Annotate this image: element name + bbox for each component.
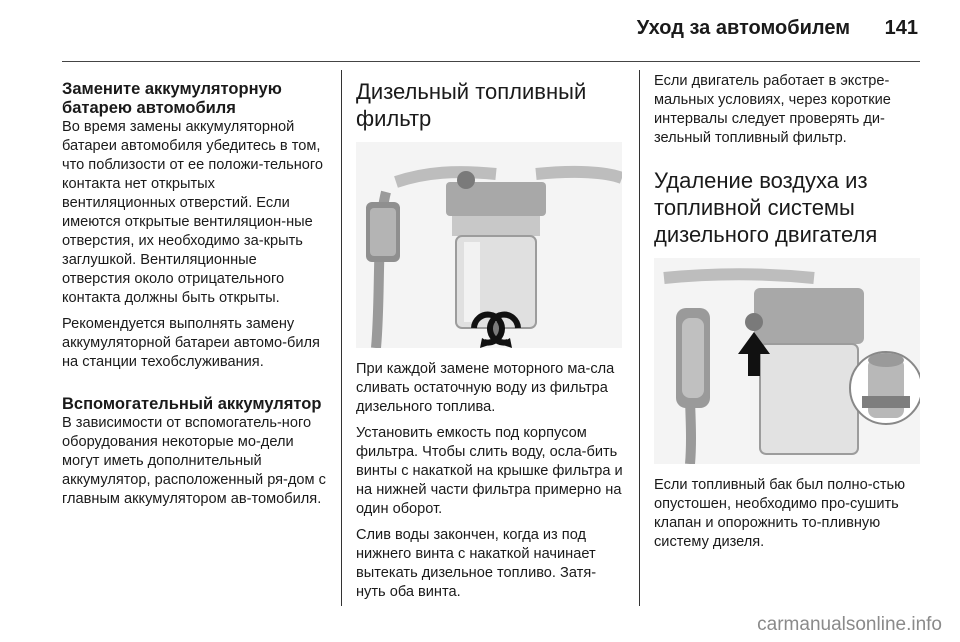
aux-battery-heading: Вспомогательный аккумулятор: [62, 395, 322, 413]
bleed-fuel-system-text: Если топливный бак был полно-стью опустошен, необходимо про-сушить клапан и опорожнить то-пливную систему дизеля.: [654, 477, 906, 550]
diesel-filter-heading: Дизельный топливный фильтр: [356, 79, 587, 131]
bleed-valve-illustration: [654, 258, 920, 464]
diesel-filter-illustration: [356, 142, 622, 348]
page-header: [0, 0, 960, 60]
filter-drain-steps: Установить емкость под корпусом фильтра. Чтобы слить воду, осла-бить винты с накаткой на крышке фильтра и на нижней части фильтра примерно на один оборот.: [356, 425, 623, 517]
column-3: [654, 72, 924, 559]
battery-replacement-text: Во время замены аккумуляторной батареи автомобиля убедитесь в том, что поблизости от ее положи-тельного контакта нет открытых вентиляционных отверстий. Если имеются открытые вентиляцион-ные отверстия, их необходимо за-крыть заглушкой. Вентиляционные отверстия около отрицательного контакта должны быть открыты.: [62, 119, 324, 306]
column-1: [62, 72, 328, 516]
filter-drain-finish: Слив воды закончен, когда из под нижнего винта с накаткой начинает вытекать дизельное топливо. Затя-нуть оба винта.: [356, 527, 597, 600]
extreme-conditions-text: Если двигатель работает в экстре-мальных условиях, через короткие интервалы следует проверять ди-зельный топливный фильтр.: [654, 73, 891, 146]
bleed-valve-figure: [654, 258, 920, 464]
diesel-filter-figure: [356, 142, 622, 348]
column-divider-1: [341, 70, 342, 606]
header-title: Уход за автомобилем: [636, 17, 850, 39]
page-number: 141: [884, 17, 918, 39]
column-2: [356, 72, 624, 609]
header-rule: [62, 61, 920, 62]
battery-replacement-heading: Замените аккумуляторную батарею автомобиля: [62, 80, 282, 117]
filter-drain-intro: При каждой замене моторного ма-сла сливать остаточную воду из фильтра дизельного топлива.: [356, 361, 615, 415]
column-divider-2: [639, 70, 640, 606]
battery-service-text: Рекомендуется выполнять замену аккумуляторной батареи автомо-биля на станции техобслуживания.: [62, 316, 320, 370]
aux-battery-text: В зависимости от вспомогатель-ного оборудования некоторые мо-дели могут иметь дополнительный аккумулятор, расположенный ря-дом с главным аккумулятором ав-томобиля.: [62, 415, 326, 507]
watermark: carmanualsonline.info: [757, 614, 942, 635]
bleed-fuel-system-heading: Удаление воздуха из топливной системы дизельного двигателя: [654, 168, 878, 247]
